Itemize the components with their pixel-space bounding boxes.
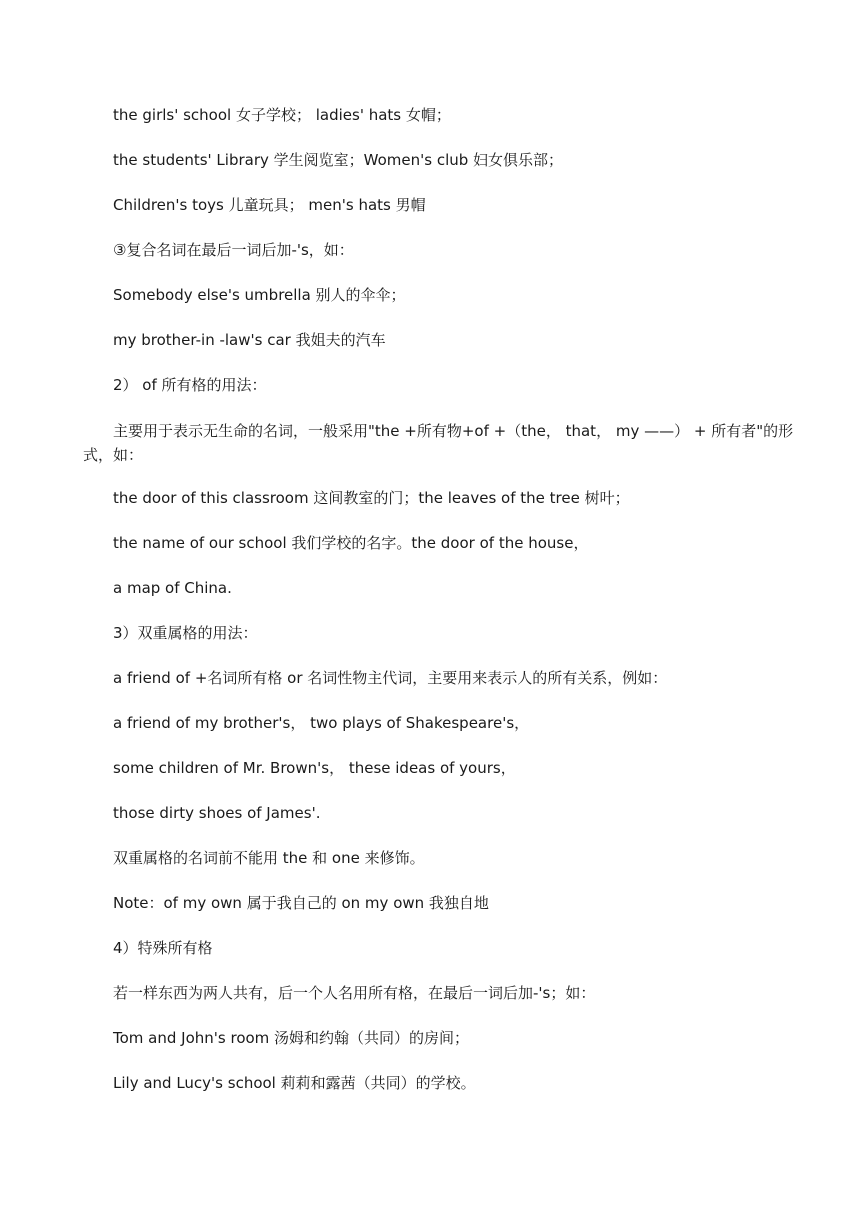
text-line: the students' Library 学生阅览室；Women's club 妇女俱乐部； xyxy=(113,151,564,169)
text-line: a friend of my brother's， two plays of Shakespeare's， xyxy=(113,714,530,732)
text-line: some children of Mr. Brown's， these ideas of yours， xyxy=(113,759,516,777)
text-line: my brother-in -law's car 我姐夫的汽车 xyxy=(113,331,386,349)
text-line: Children's toys 儿童玩具； men's hats 男帽 xyxy=(113,196,426,214)
text-line: Lily and Lucy's school 莉莉和露茜（共同）的学校。 xyxy=(113,1074,476,1092)
text-line: the door of this classroom 这间教室的门；the leaves of the tree 树叶； xyxy=(113,489,630,507)
text-line: Somebody else's umbrella 别人的伞伞； xyxy=(113,286,406,304)
text-line: 若一样东西为两人共有，后一个人名用所有格，在最后一词后加-'s；如： xyxy=(113,984,596,1002)
section-heading: 3）双重属格的用法： xyxy=(113,624,258,642)
text-line: Note：of my own 属于我自己的 on my own 我独自地 xyxy=(113,894,489,912)
text-line: 双重属格的名词前不能用 the 和 one 来修饰。 xyxy=(113,849,425,867)
text-line: a map of China. xyxy=(113,579,232,597)
text-line: those dirty shoes of James'. xyxy=(113,804,321,822)
paragraph: 主要用于表示无生命的名词，一般采用"the +所有物+of +（the， that， my ——） + 所有者"的形式，如： xyxy=(83,422,794,464)
text-line: a friend of +名词所有格 or 名词性物主代词，主要用来表示人的所有关系，例如： xyxy=(113,669,668,687)
text-line: ③复合名词在最后一词后加-'s，如： xyxy=(113,241,354,259)
text-line: the name of our school 我们学校的名字。the door of the house， xyxy=(113,534,589,552)
text-line: the girls' school 女子学校； ladies' hats 女帽； xyxy=(113,106,451,124)
section-heading: 4）特殊所有格 xyxy=(113,939,213,957)
section-heading: 2） of 所有格的用法： xyxy=(113,376,267,394)
text-line: Tom and John's room 汤姆和约翰（共同）的房间； xyxy=(113,1029,470,1047)
